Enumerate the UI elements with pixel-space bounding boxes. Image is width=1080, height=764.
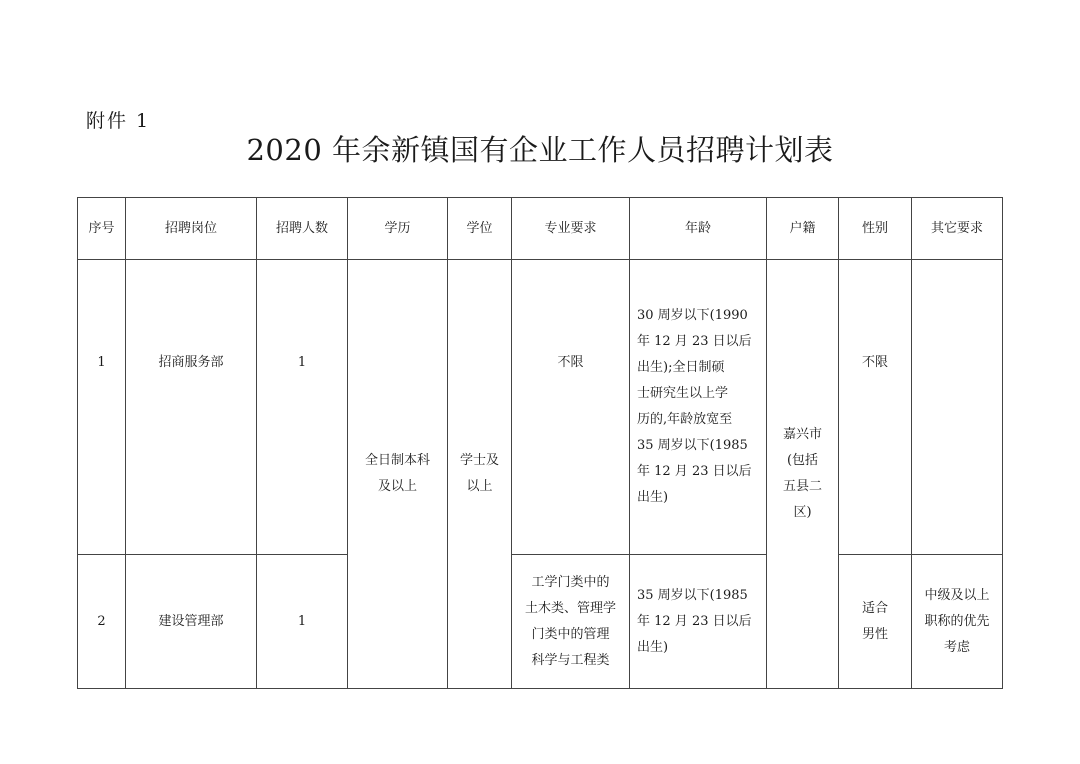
header-household: 户籍 bbox=[767, 198, 839, 260]
row-no: 1 bbox=[78, 260, 126, 555]
age-line: 出生);全日制硕 bbox=[637, 360, 725, 375]
table-header-row bbox=[78, 198, 1003, 260]
table-row bbox=[78, 555, 1003, 689]
household-line: 嘉兴市 bbox=[782, 427, 822, 442]
gender-line: 适合 bbox=[861, 600, 888, 616]
age-line: 30 周岁以下(1990 bbox=[637, 308, 748, 323]
header-other: 其它要求 bbox=[912, 198, 1003, 260]
degree-cell bbox=[448, 260, 512, 689]
attachment-label: 附件 1 bbox=[86, 110, 151, 132]
row-age bbox=[630, 555, 767, 689]
major-line: 工学门类中的 bbox=[531, 574, 610, 590]
education-line: 及以上 bbox=[377, 479, 417, 494]
row-major bbox=[512, 555, 630, 689]
header-major: 专业要求 bbox=[512, 198, 630, 260]
row-gender: 不限 bbox=[839, 260, 912, 555]
major-line: 门类中的管理 bbox=[531, 626, 610, 642]
header-position: 招聘岗位 bbox=[126, 198, 257, 260]
major-line: 土木类、管理学 bbox=[524, 600, 616, 616]
household-line: (包括 bbox=[786, 453, 819, 468]
header-education: 学历 bbox=[348, 198, 448, 260]
age-line: 历的,年龄放宽至 bbox=[637, 412, 733, 427]
header-age: 年龄 bbox=[630, 198, 767, 260]
degree-line: 以上 bbox=[466, 479, 493, 494]
row-major: 不限 bbox=[512, 260, 630, 555]
row-count: 1 bbox=[257, 555, 348, 689]
major-line: 科学与工程类 bbox=[531, 652, 610, 668]
household-line: 区) bbox=[793, 505, 812, 520]
row-position: 招商服务部 bbox=[126, 260, 257, 555]
row-no: 2 bbox=[78, 555, 126, 689]
age-line: 35 周岁以下(1985 bbox=[637, 438, 748, 453]
row-other bbox=[912, 260, 1003, 555]
row-age bbox=[630, 260, 767, 555]
other-line: 中级及以上 bbox=[924, 587, 990, 603]
education-line: 全日制本科 bbox=[364, 453, 430, 468]
age-line: 35 周岁以下(1985 bbox=[637, 587, 748, 603]
age-line: 出生) bbox=[637, 490, 669, 505]
row-gender bbox=[839, 555, 912, 689]
header-degree: 学位 bbox=[448, 198, 512, 260]
degree-line: 学士及 bbox=[459, 453, 499, 468]
other-line: 职称的优先 bbox=[924, 613, 990, 629]
age-line: 年 12 月 23 日以后 bbox=[637, 334, 752, 349]
age-line: 年 12 月 23 日以后 bbox=[637, 613, 752, 629]
age-line: 出生) bbox=[637, 639, 669, 655]
other-line: 考虑 bbox=[943, 639, 970, 655]
household-line: 五县二 bbox=[782, 479, 822, 494]
header-gender: 性别 bbox=[839, 198, 912, 260]
household-cell bbox=[767, 260, 839, 689]
row-other bbox=[912, 555, 1003, 689]
age-line: 年 12 月 23 日以后 bbox=[637, 464, 752, 479]
recruitment-plan-table bbox=[77, 197, 1003, 689]
header-no: 序号 bbox=[78, 198, 126, 260]
education-cell bbox=[348, 260, 448, 689]
gender-line: 男性 bbox=[861, 626, 888, 642]
row-count: 1 bbox=[257, 260, 348, 555]
table-row bbox=[78, 260, 1003, 555]
age-line: 士研究生以上学 bbox=[637, 386, 729, 401]
page-title: 2020 年余新镇国有企业工作人员招聘计划表 bbox=[246, 133, 834, 167]
header-count: 招聘人数 bbox=[257, 198, 348, 260]
row-position: 建设管理部 bbox=[126, 555, 257, 689]
